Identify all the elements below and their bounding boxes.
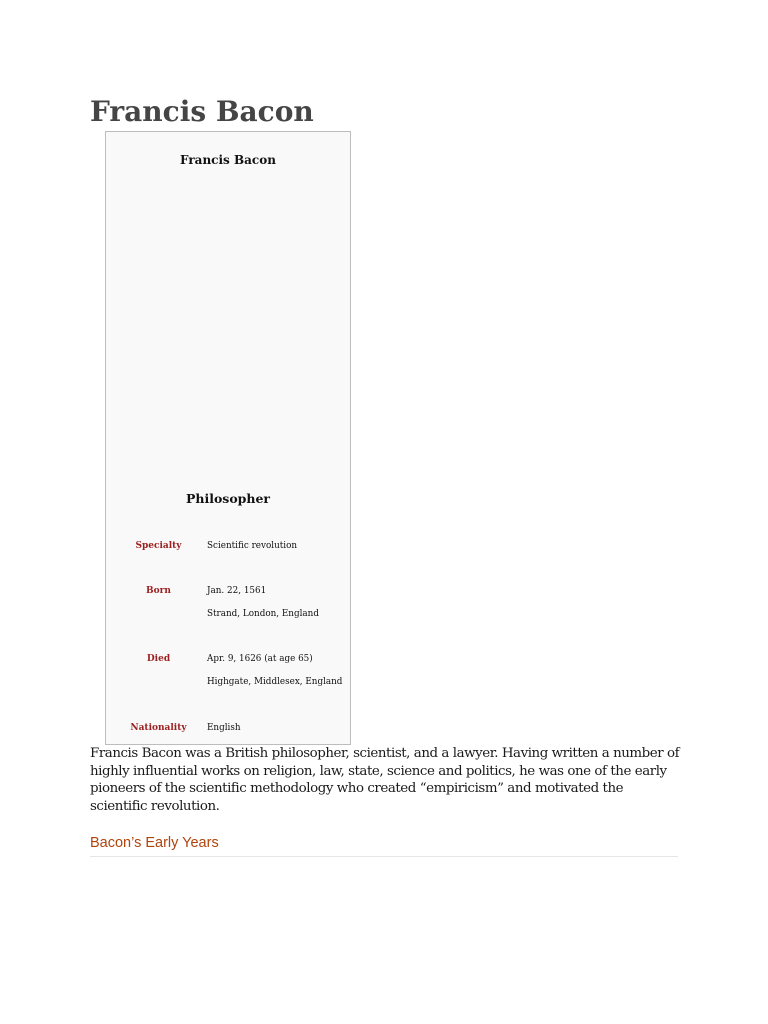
infobox-value-line: Strand, London, England (207, 608, 319, 619)
infobox-value (207, 653, 347, 687)
infobox-value-line: Apr. 9, 1626 (at age 65) (207, 654, 313, 664)
section-divider (90, 856, 678, 857)
infobox-value-line: Highgate, Middlesex, England (207, 676, 343, 687)
infobox-label: Born (146, 586, 171, 596)
portrait-image-placeholder (118, 180, 338, 480)
infobox-label: Nationality (130, 723, 187, 733)
infobox-value (207, 585, 347, 619)
infobox-value-line: English (207, 723, 241, 733)
infobox-label: Died (146, 654, 171, 664)
infobox-value-line: Scientific revolution (207, 541, 298, 551)
page-title: Francis Bacon (90, 95, 314, 128)
infobox-label: Specialty (135, 541, 182, 551)
infobox (105, 131, 351, 745)
infobox-value-line: Jan. 22, 1561 (207, 586, 267, 596)
infobox-subtitle: Philosopher (185, 491, 271, 506)
infobox-title: Francis Bacon (180, 153, 276, 167)
intro-paragraph: Francis Bacon was a British philosopher, scientist, and a lawyer. Having written a number of highly influential works on religion, law, state, science and politics, he was one of the early pioneers of the scientific methodology who created “empiricism” and motivated the scientific revolution. (90, 746, 680, 814)
infobox-value (207, 722, 347, 734)
infobox-value (207, 540, 347, 552)
section-heading-early-years[interactable]: Bacon’s Early Years (90, 835, 219, 851)
